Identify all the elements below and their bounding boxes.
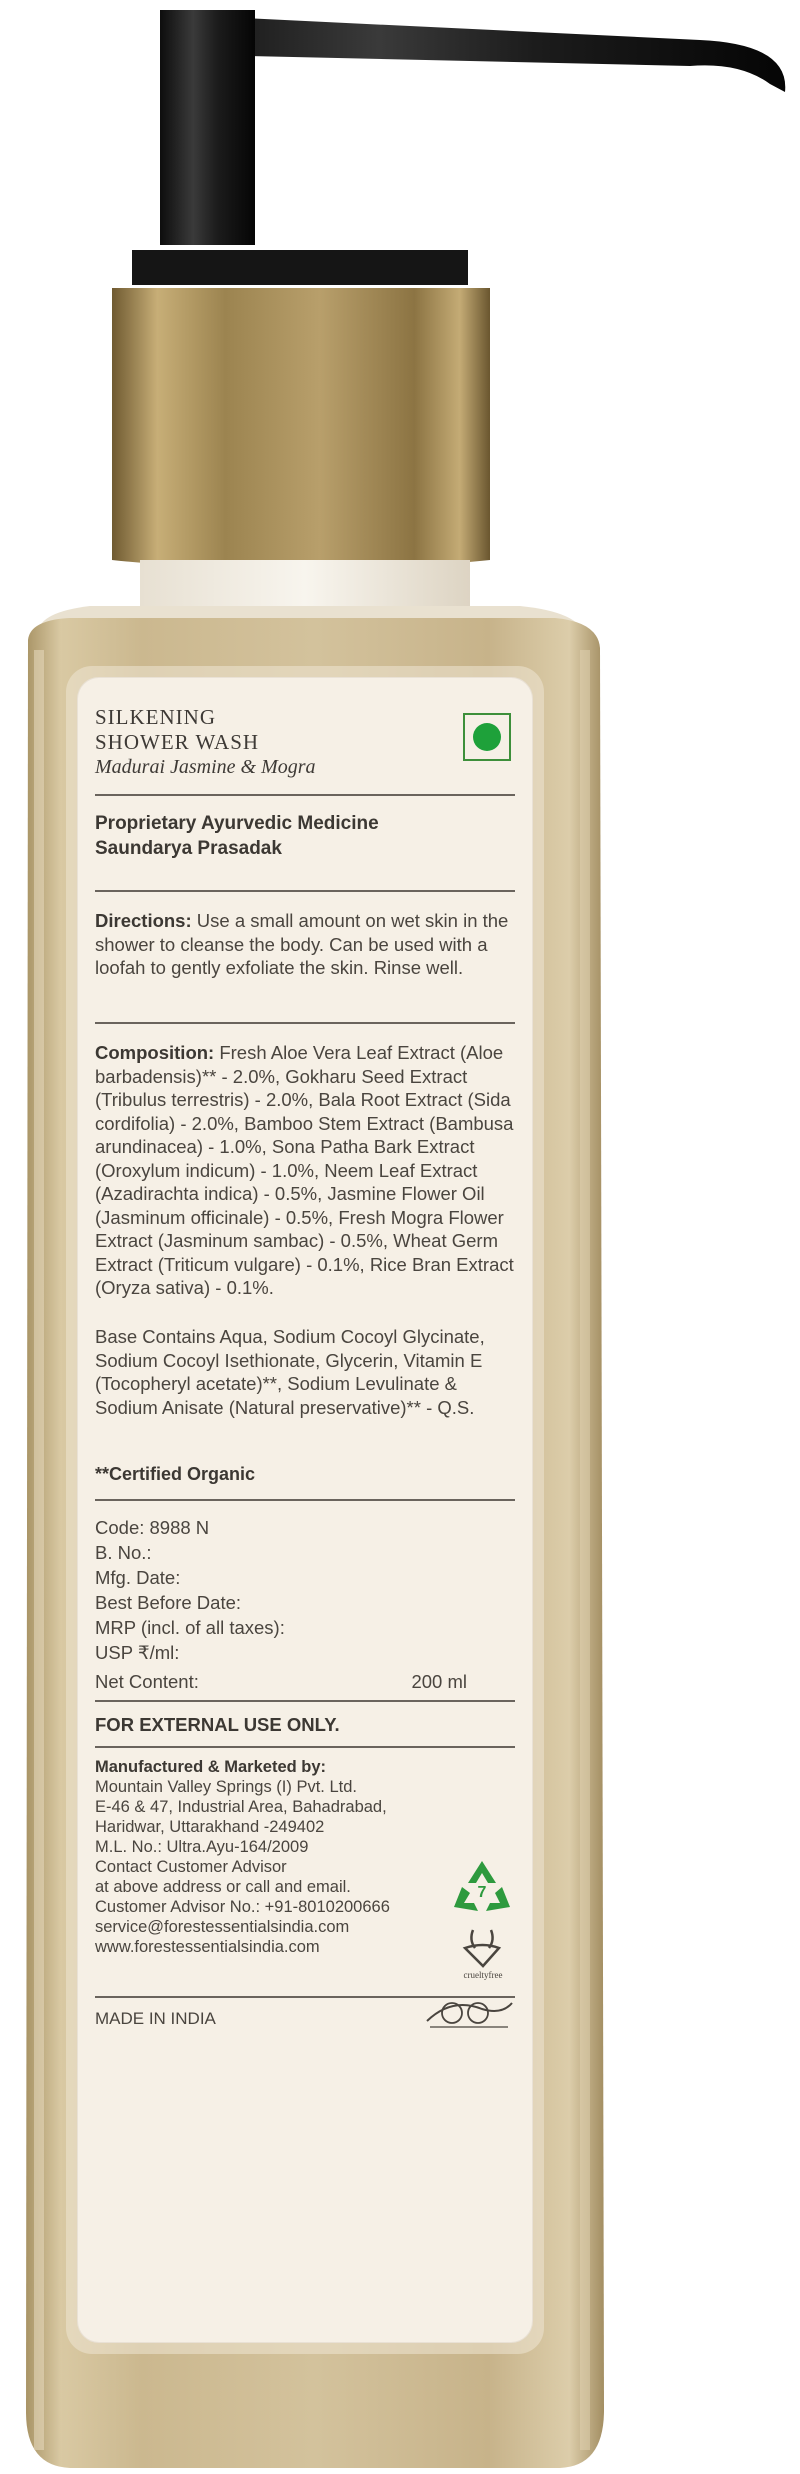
category (95, 811, 515, 861)
certified-organic: **Certified Organic (95, 1464, 256, 1484)
vegetarian-mark-icon (463, 713, 511, 761)
made-in: MADE IN INDIA (95, 2009, 216, 2028)
website: www.forestessentialsindia.com (95, 1938, 320, 1956)
divider (95, 1746, 515, 1748)
divider (95, 1700, 515, 1702)
disposal-mark-icon (422, 1993, 517, 2033)
base-ingredients: Base Contains Aqua, Sodium Cocoyl Glycinate, Sodium Cocoyl Isethionate, Glycerin, Vitamin E (Tocopheryl acetate)**, Sodium Levulinate & Sodium Anisate (Natural preservative)** - Q.S. (95, 1326, 485, 1418)
mrp: MRP (incl. of all taxes): (95, 1617, 285, 1638)
directions-text (95, 909, 515, 980)
cruelty-free-icon (455, 1928, 511, 1980)
manufacturer-line-3: Haridwar, Uttarakhand -249402 (95, 1818, 325, 1836)
advisor-phone: Customer Advisor No.: +91-8010200666 (95, 1898, 390, 1916)
manufacturer-line-2: E-46 & 47, Industrial Area, Bahadrabad, (95, 1798, 387, 1816)
directions-body: Use a small amount on wet skin in the shower to cleanse the body. Can be used with a loofah to gently exfoliate the skin. Rinse well. (95, 910, 509, 978)
product-title (95, 705, 316, 779)
net-content-value: 200 ml (411, 1671, 467, 1692)
directions-heading: Directions: (95, 910, 192, 931)
divider (95, 1022, 515, 1024)
net-content (95, 1669, 515, 1694)
batch-details (95, 1515, 515, 1694)
back-label (77, 677, 533, 2343)
composition-body: Fresh Aloe Vera Leaf Extract (Aloe barbadensis)** - 2.0%, Gokharu Seed Extract (Tribulus terrestris) - 2.0%, Bala Root Extract (Sida cordifolia) - 2.0%, Bamboo Stem Extract (Bambusa arundinacea) - 1.0%, Sona Patha Bark Extract (Oroxylum indicum) - 1.0%, Neem Leaf Extract (Azadirachta indica) - 0.5%, Jasmine Flower Oil (Jasminum officinale) - 0.5%, Fresh Mogra Flower Extract (Jasminum sambac) - 0.5%, Wheat Germ Extract (Triticum vulgare) - 0.1%, Rice Bran Extract (Oryza sativa) - 0.1%. (95, 1042, 514, 1298)
mfg-date: Mfg. Date: (95, 1567, 181, 1588)
contact-line-2: at above address or call and email. (95, 1878, 351, 1896)
divider (95, 1499, 515, 1501)
composition-text (95, 1041, 515, 1300)
composition-heading: Composition: (95, 1042, 215, 1063)
contact-line-1: Contact Customer Advisor (95, 1858, 287, 1876)
recycle-number: 7 (477, 1884, 487, 1901)
support-email: service@forestessentialsindia.com (95, 1918, 350, 1936)
cruelty-free-text: crueltyfree (463, 1970, 503, 1980)
category-line-1: Proprietary Ayurvedic Medicine (95, 813, 379, 834)
external-use-warning: FOR EXTERNAL USE ONLY. (95, 1714, 340, 1735)
category-line-2: Saundarya Prasadak (95, 838, 282, 859)
usp: USP ₹/ml: (95, 1642, 180, 1663)
manufacturer-info (95, 1757, 423, 1957)
best-before: Best Before Date: (95, 1592, 242, 1613)
title-line-1: SILKENING (95, 705, 216, 729)
divider (95, 890, 515, 892)
code: Code: 8988 N (95, 1517, 210, 1538)
variant-name: Madurai Jasmine & Mogra (95, 756, 316, 778)
manufacturer-heading: Manufactured & Marketed by: (95, 1758, 327, 1776)
recycle-icon (452, 1857, 512, 1915)
title-line-2: SHOWER WASH (95, 730, 260, 754)
licence-number: M.L. No.: Ultra.Ayu-164/2009 (95, 1838, 309, 1856)
batch-number: B. No.: (95, 1542, 152, 1563)
net-content-label: Net Content: (95, 1671, 199, 1692)
manufacturer-line-1: Mountain Valley Springs (I) Pvt. Ltd. (95, 1778, 357, 1796)
divider (95, 794, 515, 796)
